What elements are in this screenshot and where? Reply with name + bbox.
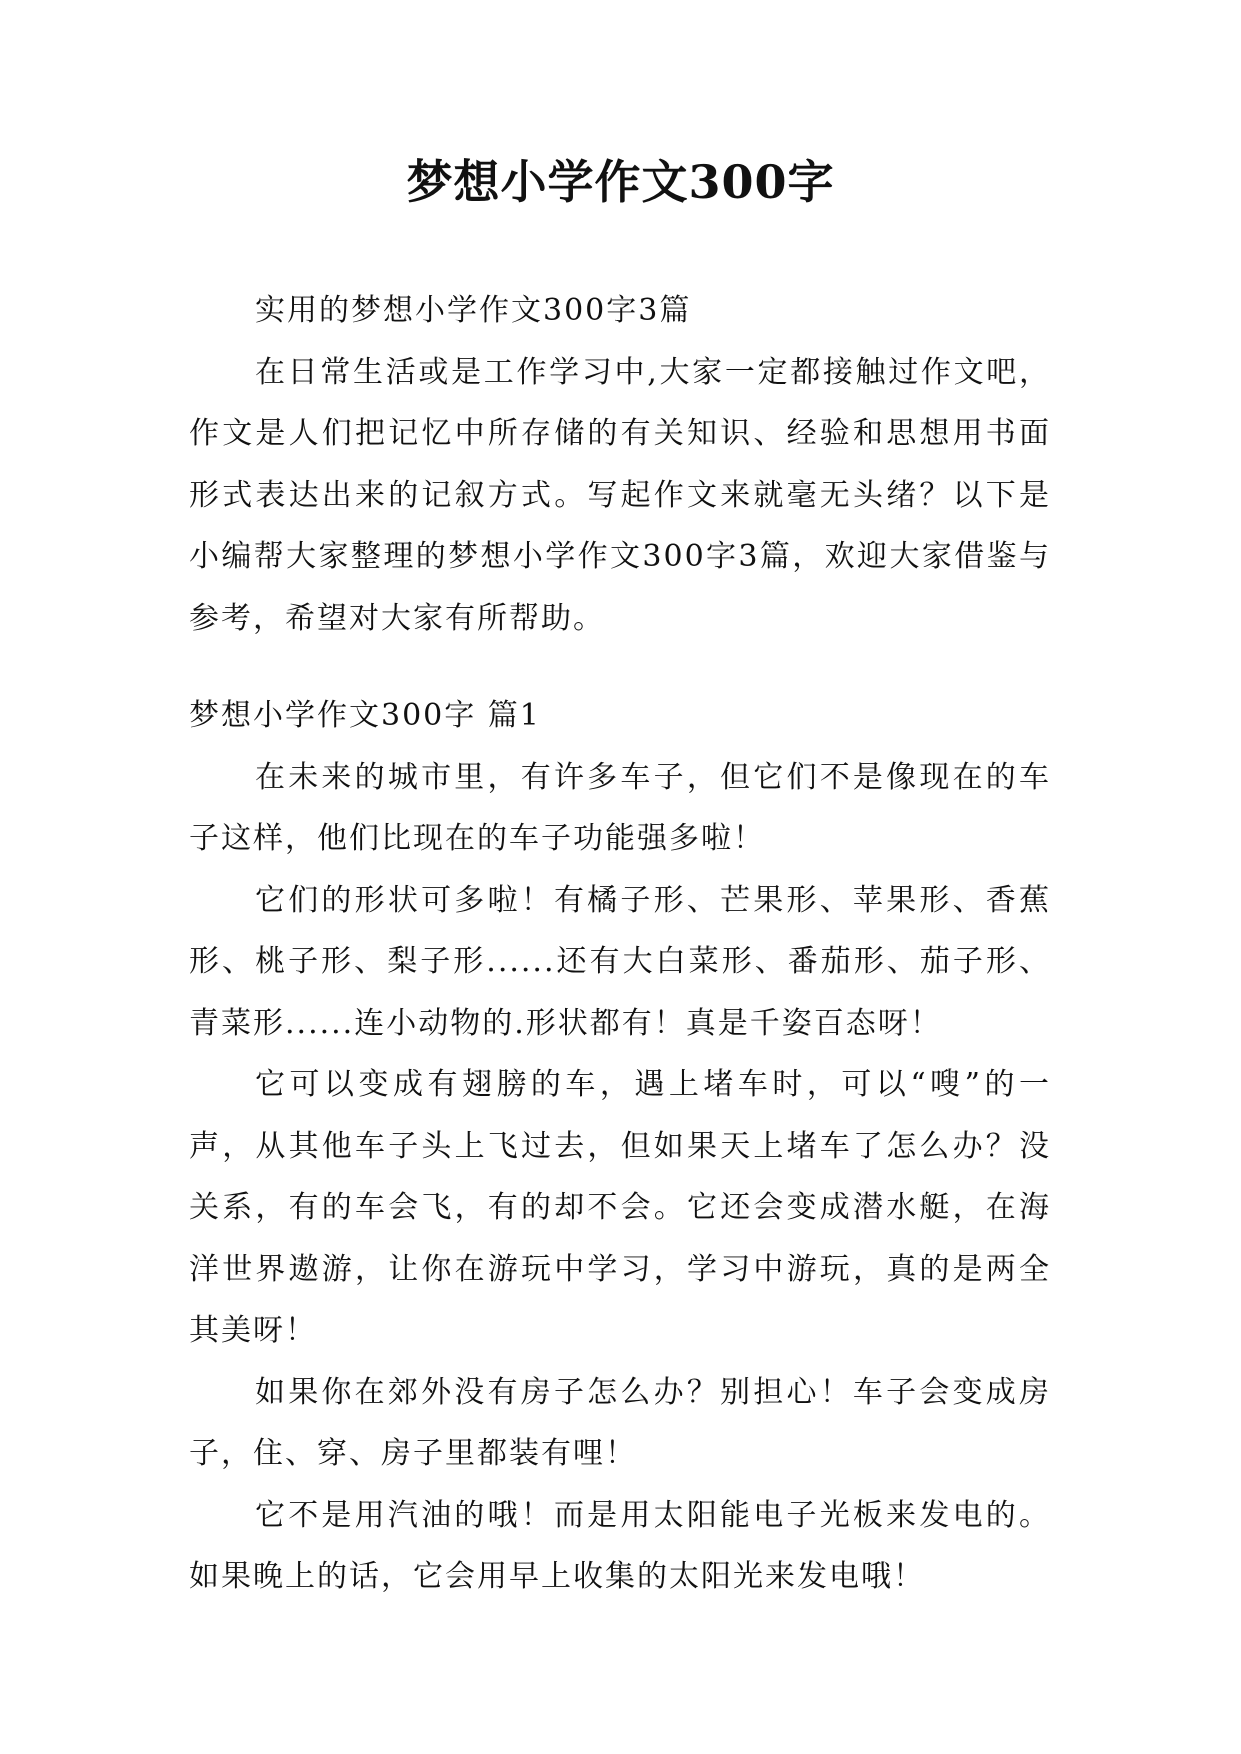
section-heading: 梦想小学作文300字 篇1 xyxy=(189,698,541,733)
body-paragraph: 它们的形状可多啦！有橘子形、芒果形、苹果形、香蕉形、桃子形、梨子形......还有大白菜形、番茄形、茄子形、青菜形......连小动物的.形状都有！真是千姿百态呀！ xyxy=(189,882,1051,1041)
body-paragraph: 它可以变成有翅膀的车，遇上堵车时，可以“嗖”的一声，从其他车子头上飞过去，但如果天上堵车了怎么办？没关系，有的车会飞，有的却不会。它还会变成潜水艇，在海洋世界遨游，让你在游玩中学习，学习中游玩，真的是两全其美呀！ xyxy=(189,1067,1051,1348)
section-spacer xyxy=(189,649,1051,685)
document-body xyxy=(189,280,1051,1608)
document-title: 梦想小学作文300字 xyxy=(406,155,835,209)
body-paragraph: 如果你在郊外没有房子怎么办？别担心！车子会变成房子，住、穿、房子里都装有哩！ xyxy=(189,1374,1051,1471)
body-paragraph: 它不是用汽油的哦！而是用太阳能电子光板来发电的。如果晚上的话，它会用早上收集的太阳光来发电哦！ xyxy=(189,1497,1051,1594)
intro-paragraph: 在日常生活或是工作学习中,大家一定都接触过作文吧，作文是人们把记忆中所存储的有关知识、经验和思想用书面形式表达出来的记叙方式。写起作文来就毫无头绪？以下是小编帮大家整理的梦想小学作文300字3篇，欢迎大家借鉴与参考，希望对大家有所帮助。 xyxy=(189,354,1051,636)
body-paragraph: 在未来的城市里，有许多车子，但它们不是像现在的车子这样，他们比现在的车子功能强多啦！ xyxy=(189,759,1051,856)
intro-subtitle: 实用的梦想小学作文300字3篇 xyxy=(255,293,692,328)
